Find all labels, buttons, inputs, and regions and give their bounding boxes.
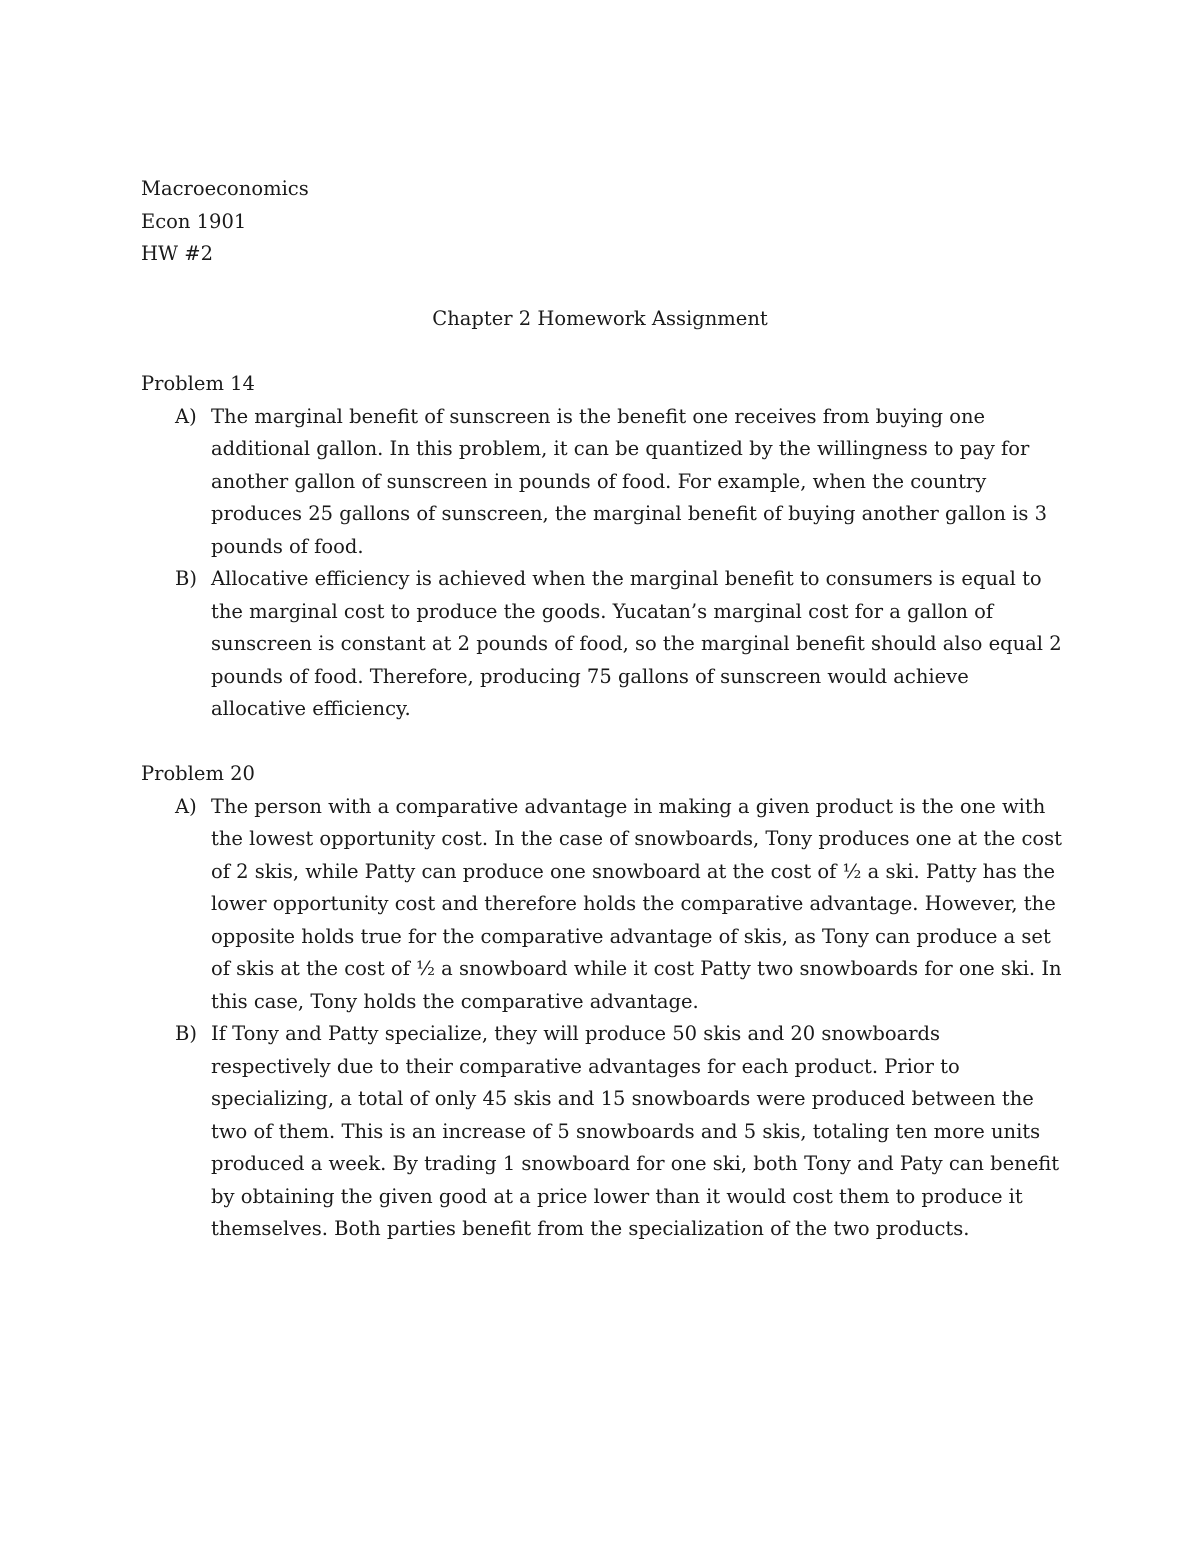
answer-label: B): [175, 567, 197, 590]
course-name: Macroeconomics: [141, 177, 309, 200]
answer-text: If Tony and Patty specialize, they will produce 50 skis and 20 snowboards respectively due to their comparative advantages for each product. Prior to specializing, a total of only 45 skis and 15 snowboards were produced between the two of them. This is an increase of 5 snowboards and 5 skis, totaling ten more units produced a week. By trading 1 snowboard for one ski, both Tony and Paty can benefit by obtaining the given good at a price lower than it would cost them to produce it themselves. Both parties benefit from the specialization of the two products.: [211, 1022, 1060, 1240]
answer-label: A): [175, 404, 197, 428]
answer-item: [141, 1018, 1063, 1246]
answer-item: [141, 401, 1063, 564]
spacer: [141, 271, 1071, 304]
answer-item: [141, 791, 1063, 1019]
answer-text: Allocative efficiency is achieved when the marginal benefit to consumers is equal to the marginal cost to produce the goods. Yucatan’s marginal cost for a gallon of sunscreen is constant at 2 pounds of food, so the marginal benefit should also equal 2 pounds of food. Therefore, producing 75 gallons of sunscreen would achieve allocative efficiency.: [211, 567, 1062, 720]
answer-text: The marginal benefit of sunscreen is the benefit one receives from buying one additional gallon. In this problem, it can be quantized by the willingness to pay for another gallon of sunscreen in pounds of food. For example, when the country produces 25 gallons of sunscreen, the marginal benefit of buying another gallon is 3 pounds of food.: [211, 404, 1047, 558]
problem-heading: Problem 14: [141, 372, 255, 395]
answer-text: The person with a comparative advantage in making a given product is the one with the lowest opportunity cost. In the case of snowboards, Tony produces one at the cost of 2 skis, while Patty can produce one snowboard at the cost of ½ a ski. Patty has the lower opportunity cost and therefore holds the comparative advantage. However, the opposite holds true for the comparative advantage of skis, as Tony can produce a set of skis at the cost of ½ a snowboard while it cost Patty two snowboards for one ski. In this case, Tony holds the comparative advantage.: [211, 794, 1062, 1013]
problem-20-section: [141, 758, 1071, 1246]
answer-label: B): [175, 1022, 197, 1045]
assignment-number: HW #2: [141, 242, 213, 265]
document-body: [141, 173, 1071, 1246]
course-code: Econ 1901: [141, 209, 247, 233]
problem-14-section: [141, 368, 1071, 726]
answer-label: A): [175, 794, 197, 818]
answer-item: [141, 563, 1063, 726]
page-title: Chapter 2 Homework Assignment: [432, 307, 768, 330]
spacer: [141, 336, 1071, 369]
spacer: [141, 726, 1071, 759]
problem-heading: Problem 20: [141, 762, 255, 785]
